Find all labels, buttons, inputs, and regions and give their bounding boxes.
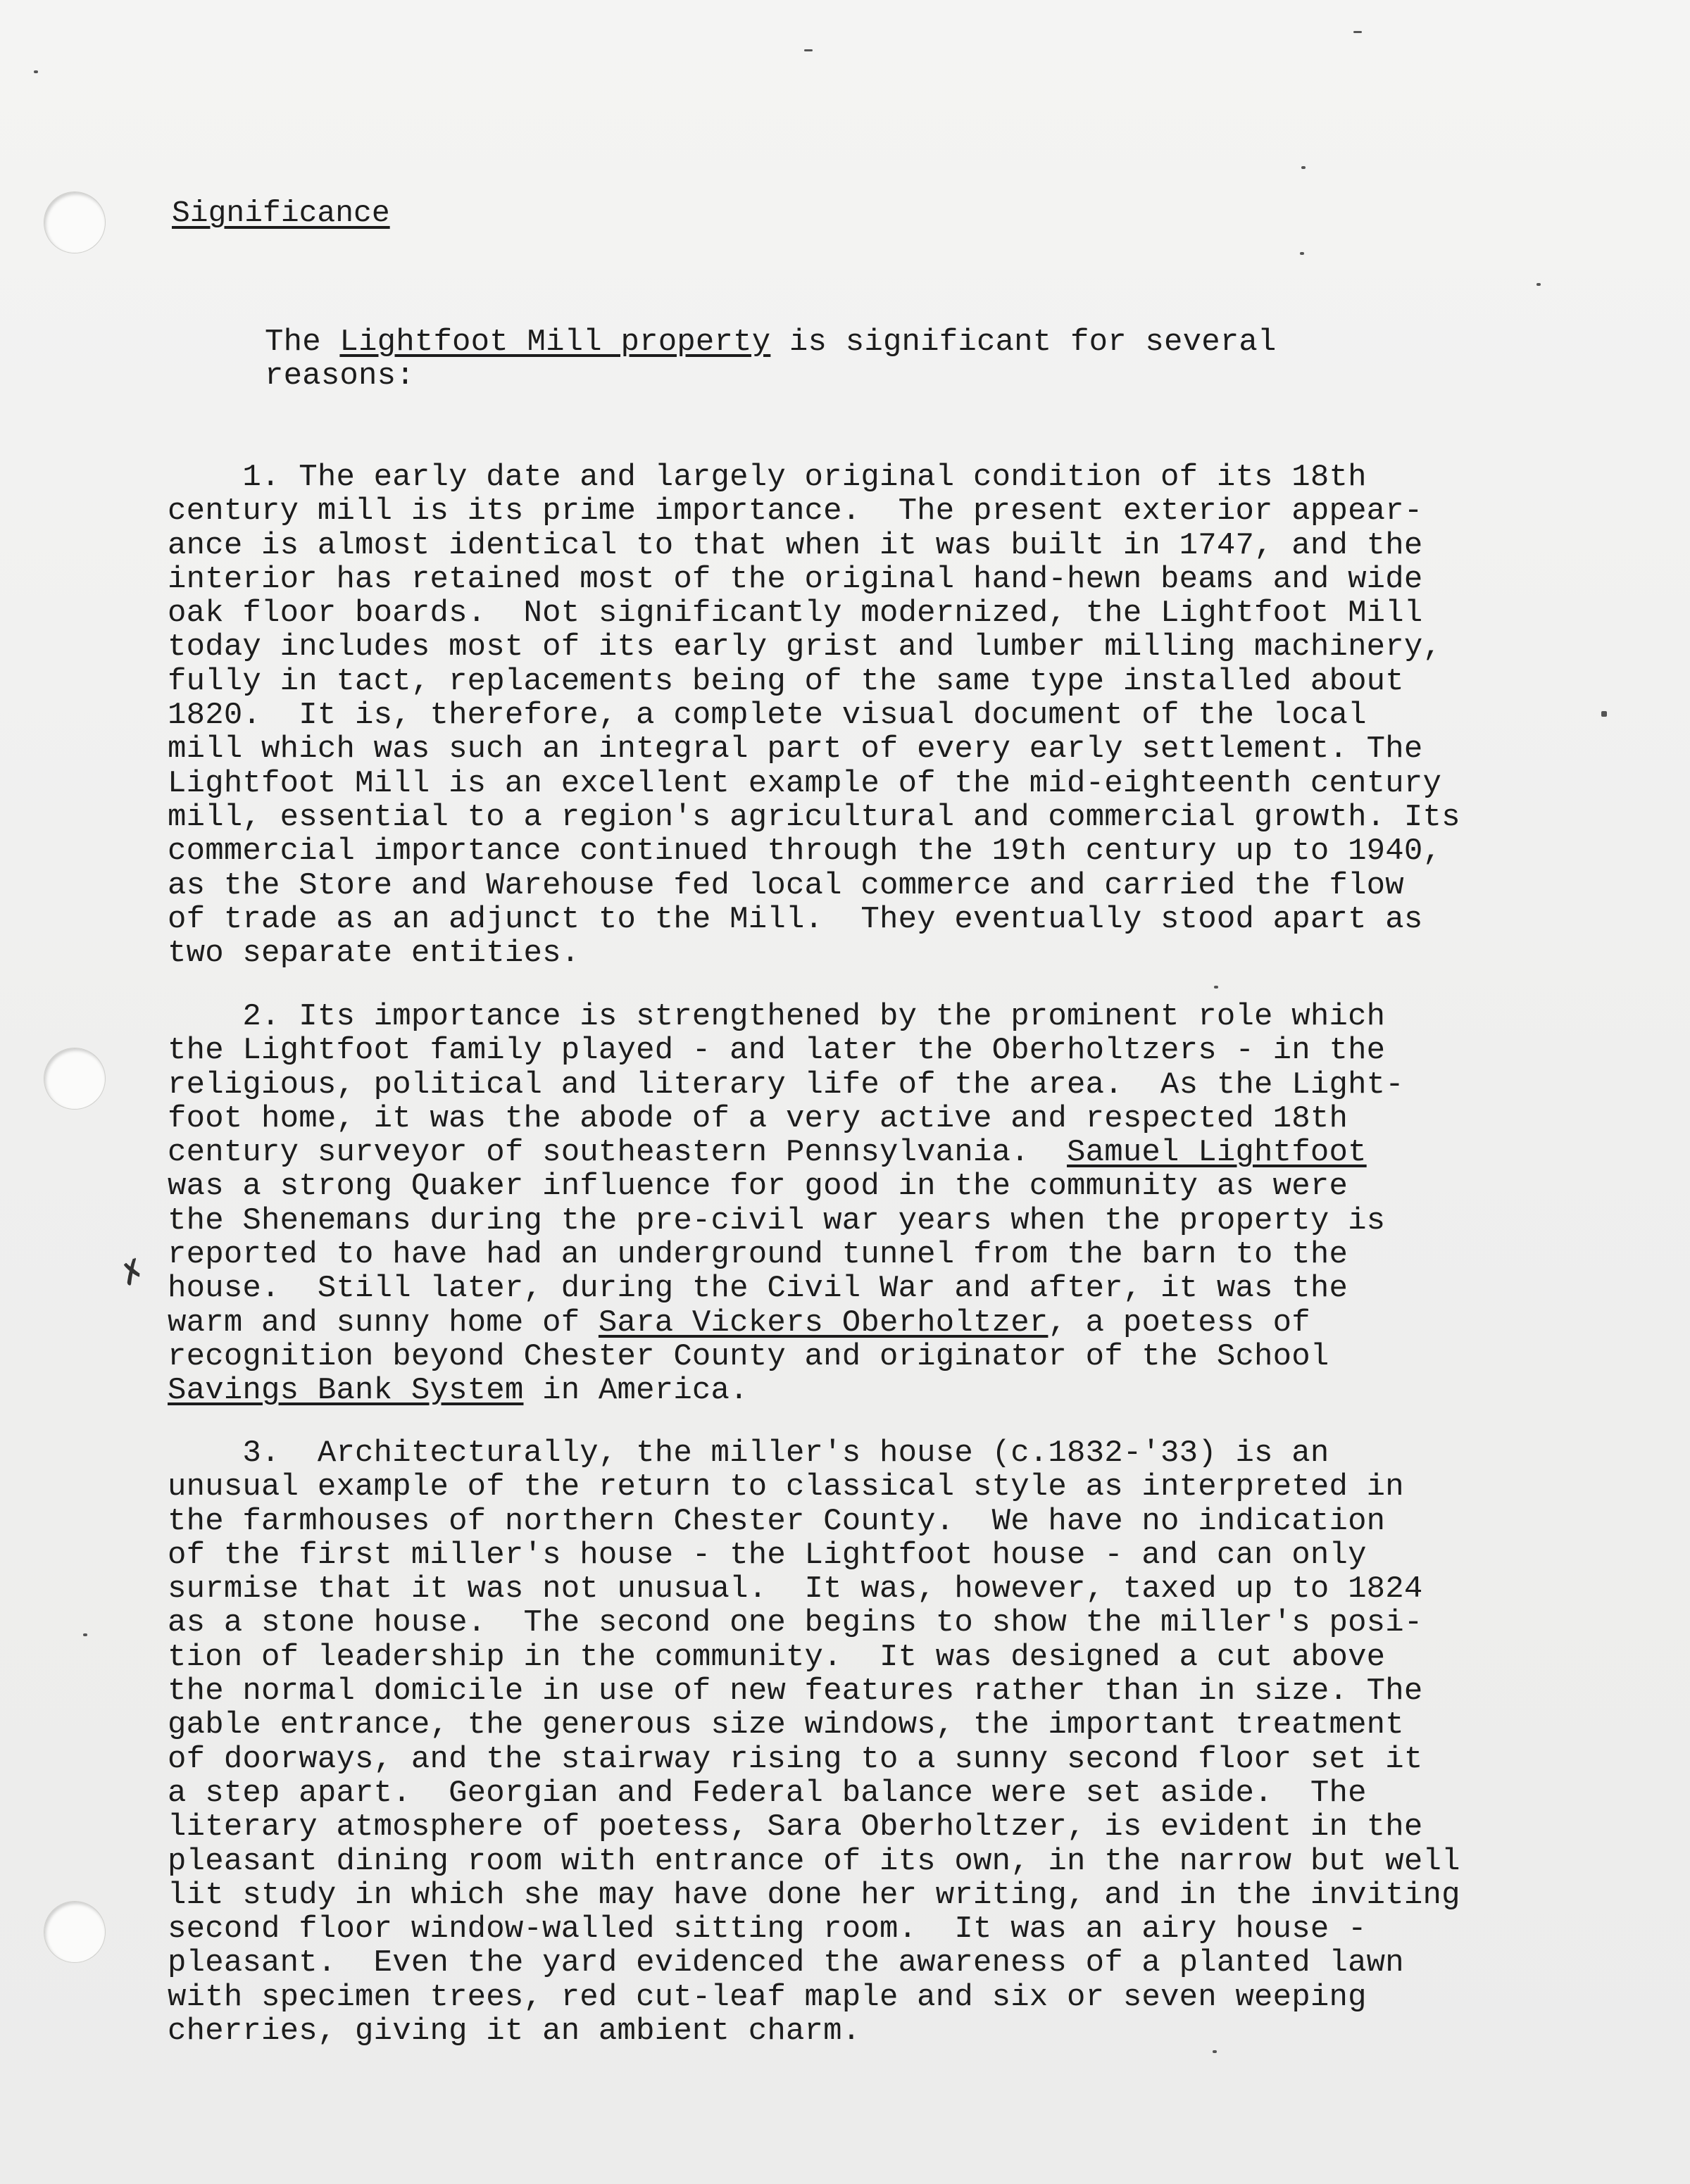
paragraph-1: 1. The early date and largely original condition of its 18th century mill is its prime importance. The present exterior appear- ance is almost identical to that when it was built in 1747, and the interior has retained most of the original hand-hewn beams and wide oak floor boards. Not significantly modernized, the Lightfoot Mill today includes most of its early grist and lumber milling machinery, fully in tact, replacements being of the same type installed about 1820. It is, therefore, a complete visual document of the local mill which was such an integral part of every early settlement. The Lightfoot Mill is an excellent example of the mid-eighteenth century mill, essential to a region's agricultural and commercial growth. Its commercial importance continued through the 19th century up to 1940, as the Store and Warehouse fed local commerce and carried the flow of trade as an adjunct to the Mill. They eventually stood apart as two separate entities.	[168, 460, 1460, 972]
scan-speck	[1536, 283, 1541, 286]
scan-speck	[804, 49, 813, 51]
punch-hole-bottom	[44, 1901, 106, 1963]
scan-speck	[1353, 31, 1362, 33]
scan-speck	[1601, 711, 1607, 717]
paragraph-2-text: 2. Its importance is strengthened by the prominent role which the Lightfoot family played - and later the Oberholtzers - in the religious, political and literary life of the area. As the Light- foot home, it was the abode of a very active and respected 18th century surveyor of southeastern Pennsylvania.	[168, 999, 1404, 1171]
savings-bank-system: Savings Bank System	[168, 1373, 524, 1409]
scan-speck	[1214, 986, 1218, 989]
page-title: Significance	[172, 196, 390, 230]
paragraph-2-text: , a poetess of recognition beyond Chester County and originator of the School	[168, 1305, 1329, 1374]
scan-speck	[1300, 252, 1304, 255]
name-sara-vickers-oberholtzer: Sara Vickers Oberholtzer	[598, 1305, 1049, 1341]
scan-speck	[83, 1633, 87, 1636]
paragraph-2-text: in America.	[523, 1373, 749, 1409]
paragraph-3: 3. Architecturally, the miller's house (c.1832-'33) is an unusual example of the return to classical style as interpreted in the farmhouses of northern Chester County. We have no indication of the first miller's house - the Lightfoot house - and can only surmise that it was not unusual. It was, however, taxed up to 1824 as a stone house. The second one begins to show the miller's posi- tion of leadership in the community. It was designed a cut above the normal domicile in use of new features rather than in size. The gable entrance, the generous size windows, the important treatment of doorways, and the stairway rising to a sunny second floor set it a step apart. Georgian and Federal balance were set aside. The literary atmosphere of poetess, Sara Oberholtzer, is evident in the pleasant dining room with entrance of its own, in the narrow but well lit study in which she may have done her writing, and in the inviting second floor window-walled sitting room. It was an airy house - pleasant. Even the yard evidenced the awareness of a planted lawn with specimen trees, red cut-leaf maple and six or seven weeping cherries, giving it an ambient charm.	[168, 1436, 1460, 2050]
name-samuel-lightfoot: Samuel Lightfoot	[1067, 1135, 1367, 1171]
intro-text-before: The	[265, 325, 340, 360]
scan-speck	[34, 70, 38, 73]
punch-hole-top	[44, 192, 106, 253]
punch-hole-middle	[44, 1048, 106, 1110]
property-name: Lightfoot Mill property	[339, 325, 771, 360]
scan-speck	[1213, 2050, 1217, 2053]
paragraph-2	[168, 1000, 1404, 1408]
scan-speck	[1301, 166, 1306, 169]
paragraph-2-text: was a strong Quaker influence for good in the community as were the Shenemans during the pre-civil war years when the property is reported to have had an underground tunnel from the barn to the house. Still later, during the Civil War and after, it was the warm and sunny home of	[168, 1169, 1386, 1341]
intro-paragraph	[265, 325, 1277, 394]
intro-text-after: is significant for several reasons:	[265, 325, 1277, 394]
handwritten-margin-mark-icon: ✗	[113, 1250, 152, 1295]
